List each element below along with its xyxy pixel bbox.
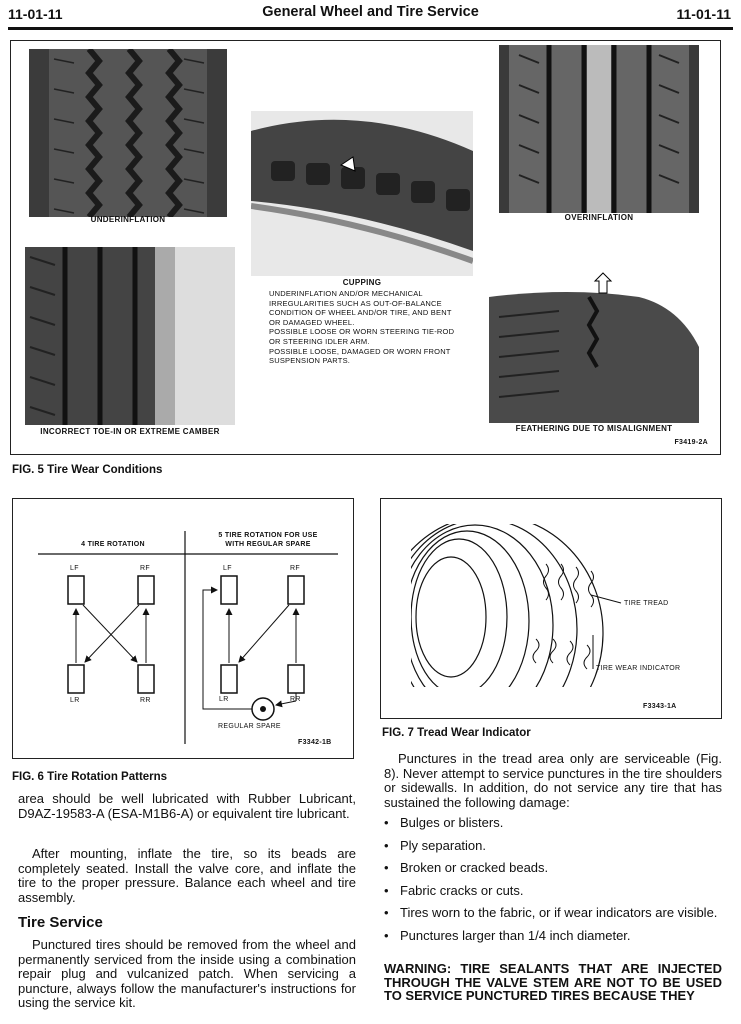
- label-lr-5: LR: [219, 696, 229, 703]
- figure-5-box: [10, 40, 721, 455]
- cupping-photo: [251, 111, 473, 276]
- cupping-note-line: POSSIBLE LOOSE OR WORN STEERING TIE-ROD: [269, 327, 455, 337]
- overinflation-label: OVERINFLATION: [564, 213, 634, 222]
- list-item: • Tires worn to the fabric, or if wear indicators are visible.: [384, 906, 722, 921]
- list-item: • Broken or cracked beads.: [384, 861, 722, 876]
- tire-tread-image: [29, 49, 227, 217]
- left-paragraph-3: Punctured tires should be removed from the wheel and permanently serviced from the inside using a combination repair plug and vulcanized patch. When servicing a puncture, always follow the manufacturer's instructions for using the service kit.: [18, 937, 356, 1011]
- figure-6-code: F3342-1B: [298, 739, 332, 746]
- cupping-note-line: IRREGULARITIES SUCH AS OUT-OF-BALANCE: [269, 298, 442, 308]
- label-rf: RF: [140, 565, 150, 572]
- label-lr: LR: [70, 697, 80, 704]
- toe-in-photo: [25, 247, 235, 425]
- label-rr: RR: [140, 697, 151, 704]
- figure-7-box: [380, 498, 722, 719]
- tire-tread-label: TIRE TREAD: [624, 600, 669, 607]
- tire-wear-indicator-label: TIRE WEAR INDICATOR: [596, 665, 681, 672]
- feathering-label: FEATHERING DUE TO MISALIGNMENT: [515, 424, 673, 433]
- regular-spare-label: REGULAR SPARE: [218, 723, 281, 730]
- cupping-note-line: CONDITION OF WHEEL AND/OR TIRE, AND BENT: [269, 308, 452, 318]
- cupping-note-line: POSSIBLE LOOSE, DAMAGED OR WORN FRONT: [269, 346, 451, 356]
- tire-cupping-image: [251, 111, 473, 276]
- cupping-note-line: SUSPENSION PARTS.: [269, 356, 351, 366]
- overinflation-photo: [499, 45, 699, 213]
- figure-6-box: [12, 498, 354, 759]
- label-lf: LF: [70, 565, 79, 572]
- list-item: • Fabric cracks or cuts.: [384, 884, 722, 899]
- label-rf-5: RF: [290, 565, 300, 572]
- toe-in-label: INCORRECT TOE-IN OR EXTREME CAMBER: [40, 427, 220, 436]
- feathering-photo: [489, 267, 699, 423]
- label-rr-5: RR: [290, 696, 301, 703]
- four-tire-rotation-title: 4 TIRE ROTATION: [81, 541, 145, 548]
- left-paragraph-2: After mounting, inflate the tire, so its beads are completely seated. Install the valve core, and inflate the tire to the proper pressure. Balance each wheel and tire assembly.: [18, 846, 356, 905]
- five-tire-rotation-title-1: 5 TIRE ROTATION FOR USE: [218, 532, 318, 539]
- figure-7-code: F3343-1A: [643, 703, 677, 710]
- section-number-right: 11-01-11: [676, 6, 731, 22]
- list-item: • Ply separation.: [384, 839, 722, 854]
- list-item: • Bulges or blisters.: [384, 816, 722, 831]
- cupping-note-line: OR DAMAGED WHEEL.: [269, 317, 355, 327]
- figure-7-caption: FIG. 7 Tread Wear Indicator: [382, 727, 531, 739]
- list-item: • Punctures larger than 1/4 inch diameter.: [384, 929, 722, 944]
- page-title: General Wheel and Tire Service: [262, 4, 479, 20]
- tread-wear-indicator-diagram: [381, 499, 721, 718]
- section-number-left: 11-01-11: [8, 6, 63, 22]
- tire-feathering-image: [489, 267, 699, 423]
- tire-toe-in-image: [25, 247, 235, 425]
- underinflation-photo: [29, 49, 227, 217]
- left-paragraph-1: area should be well lubricated with Rubber Lubricant, D9AZ-19583-A (ESA-M1B6-A) or equivalent tire lubricant.: [18, 791, 356, 821]
- figure-5-code: F3419-2A: [674, 439, 708, 446]
- cupping-label: CUPPING: [342, 278, 382, 287]
- header-rule: [8, 27, 733, 30]
- figure-6-caption: FIG. 6 Tire Rotation Patterns: [12, 771, 168, 783]
- cupping-note-line: UNDERINFLATION AND/OR MECHANICAL: [269, 289, 423, 298]
- tire-overinflation-image: [499, 45, 699, 213]
- cupping-note-line: OR STEERING IDLER ARM.: [269, 336, 370, 346]
- cupping-notes: [269, 289, 489, 366]
- five-tire-rotation-title-2: WITH REGULAR SPARE: [225, 541, 311, 548]
- warning-text: WARNING: TIRE SEALANTS THAT ARE INJECTED THROUGH THE VALVE STEM ARE NOT TO BE USED TO SERVICE PUNCTURED TIRES BECAUSE THEY: [384, 961, 722, 1003]
- right-paragraph-1: Punctures in the tread area only are serviceable (Fig. 8). Never attempt to service punctures in the tire shoulders or sidewalls. In addition, do not service any tire that has sustained the following damage:: [384, 751, 722, 810]
- underinflation-label: UNDERINFLATION: [90, 215, 166, 224]
- tire-service-heading: Tire Service: [18, 914, 103, 931]
- label-lf-5: LF: [223, 565, 232, 572]
- figure-5-caption: FIG. 5 Tire Wear Conditions: [12, 464, 163, 476]
- damage-list: [384, 816, 722, 952]
